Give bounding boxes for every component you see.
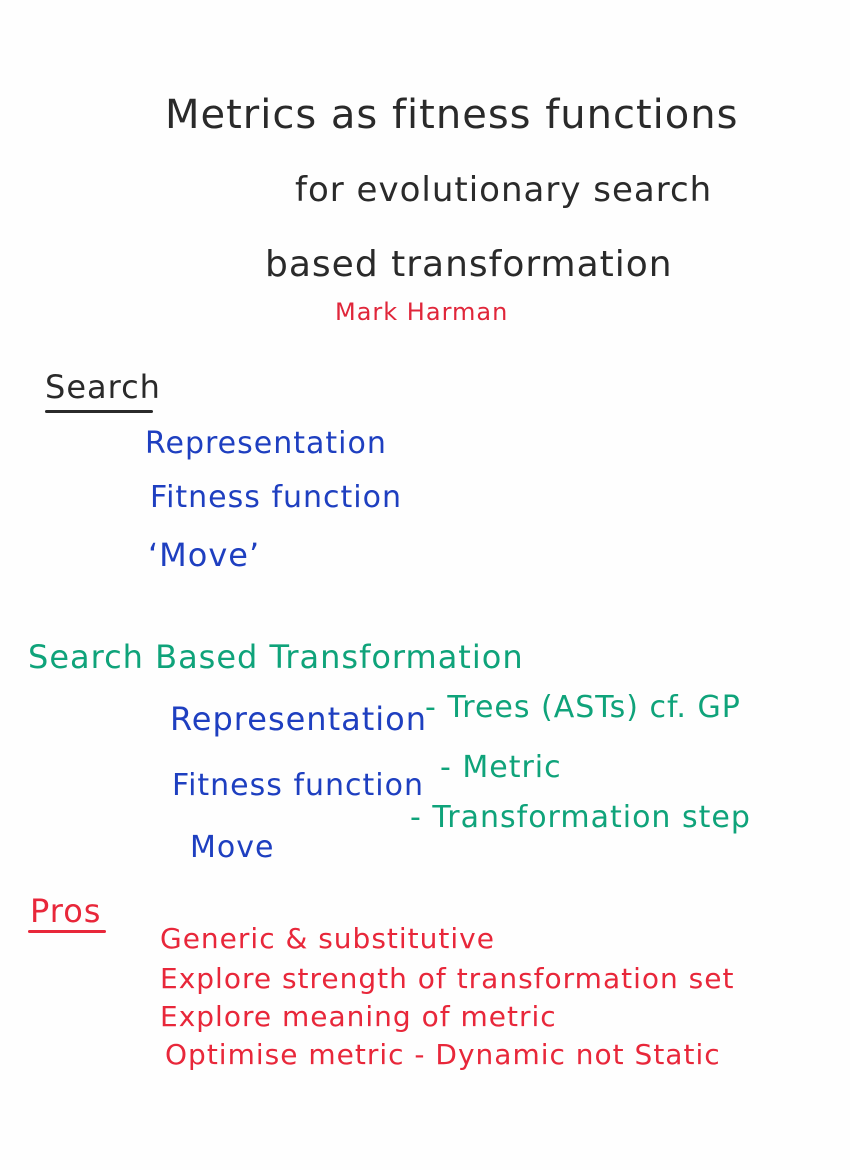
search-heading-underline <box>45 410 153 413</box>
pros-heading-underline <box>28 930 106 933</box>
author-name: Mark Harman <box>335 298 509 326</box>
pros-heading: Pros <box>30 892 102 930</box>
pros-item: Generic & substitutive <box>160 922 495 955</box>
pros-item: Optimise metric - Dynamic not Static <box>165 1038 721 1071</box>
sbt-heading: Search Based Transformation <box>28 638 524 676</box>
sbt-row-right: - Metric <box>440 750 562 785</box>
sbt-row-right: - Transformation step <box>410 800 751 835</box>
title-line-1: Metrics as fitness functions <box>165 92 739 138</box>
title-line-2: for evolutionary search <box>295 170 713 210</box>
pros-item: Explore strength of transformation set <box>160 962 735 995</box>
title-line-3: based transformation <box>265 244 673 285</box>
sbt-row-left: Fitness function <box>172 768 424 803</box>
search-item: ‘Move’ <box>148 536 261 574</box>
search-item: Representation <box>145 426 387 461</box>
search-item: Fitness function <box>150 480 402 515</box>
pros-item: Explore meaning of metric <box>160 1000 557 1033</box>
sbt-row-left: Representation <box>170 700 428 738</box>
sbt-row-right: - Trees (ASTs) cf. GP <box>425 690 741 725</box>
sbt-row-left: Move <box>190 830 275 865</box>
search-heading: Search <box>45 368 161 406</box>
